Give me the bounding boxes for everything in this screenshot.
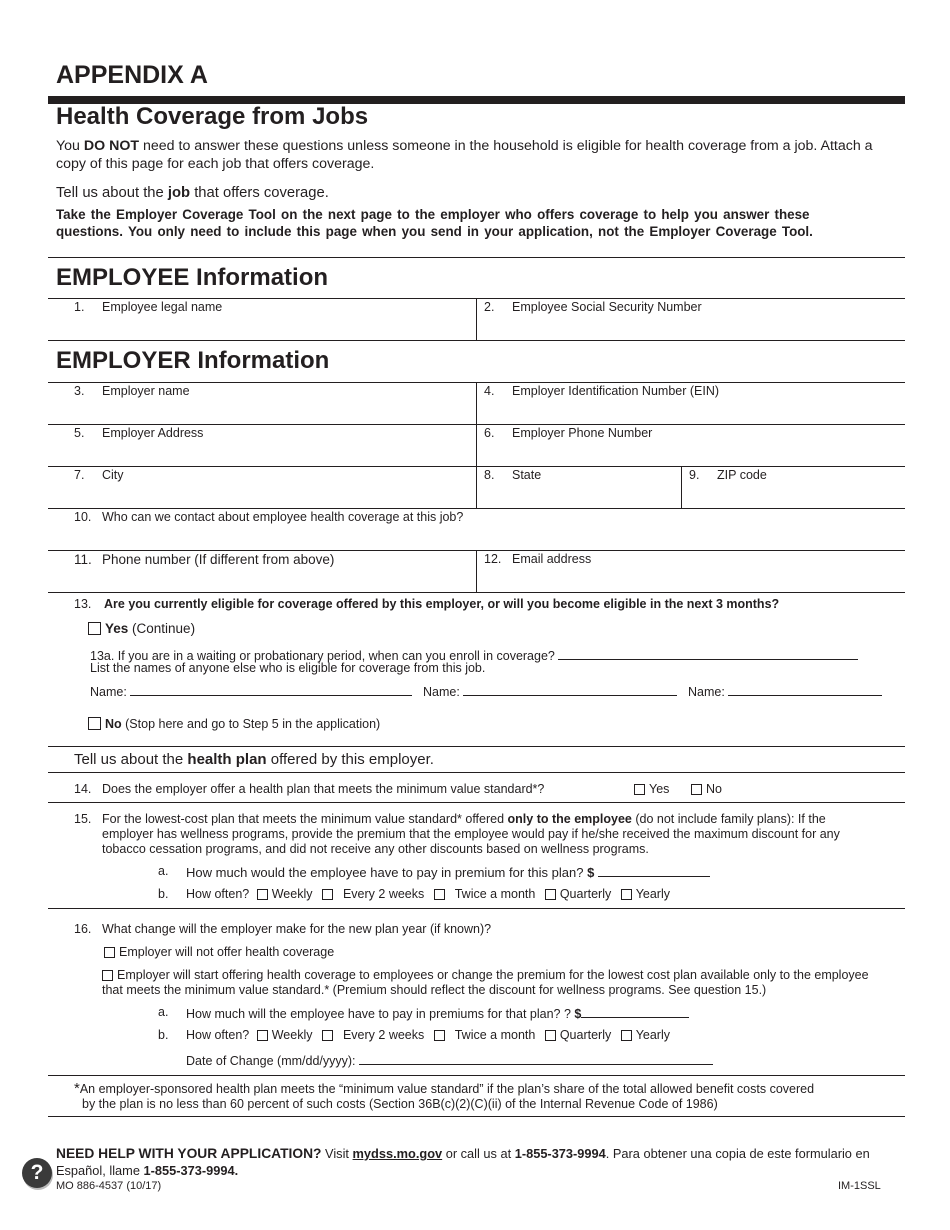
field-number: 11.	[74, 552, 92, 567]
name-line[interactable]	[728, 683, 882, 696]
q15b	[186, 887, 670, 901]
freq-label: Twice a month	[454, 1028, 536, 1042]
instruction-text: Take the Employer Coverage Tool on the next page to the employer who offers coverage to help you answer these questions. You only need to include this page when you send in your application, not the Employer Coverage Tool.	[56, 207, 813, 239]
every-2-weeks-checkbox[interactable]	[322, 1030, 333, 1041]
q16b-label: b.	[158, 1028, 169, 1042]
yes-checkbox[interactable]	[88, 622, 101, 635]
freq-label: Quarterly	[559, 887, 612, 901]
intro-pre: You	[56, 138, 84, 154]
field-number: 4.	[484, 384, 495, 398]
field-label: State	[512, 468, 542, 482]
field-number: 8.	[484, 468, 495, 482]
how-often-label: How often?	[186, 887, 250, 901]
q-number: 16.	[74, 922, 92, 936]
freq-label: Every 2 weeks	[342, 1028, 425, 1042]
q15-number: 15.	[74, 812, 92, 826]
every-2-weeks-checkbox[interactable]	[322, 889, 333, 900]
field-label: ZIP code	[717, 468, 767, 482]
no-coverage-checkbox[interactable]	[104, 947, 115, 958]
premium-amount-line[interactable]	[598, 864, 710, 877]
form-code: IM-1SSL	[838, 1180, 881, 1192]
q13	[74, 597, 779, 611]
q16	[74, 922, 491, 936]
no-checkbox[interactable]	[88, 717, 101, 730]
employer-section-title: EMPLOYER Information	[56, 347, 330, 374]
divider	[48, 772, 905, 773]
field-number: 10.	[74, 510, 92, 524]
divider	[48, 1075, 905, 1076]
q14-no[interactable]	[691, 782, 722, 796]
health-plan-heading	[74, 751, 434, 768]
field-label: Employee Social Security Number	[512, 300, 702, 314]
form-number: MO 886-4537 (10/17)	[56, 1180, 162, 1192]
twice-a-month-checkbox[interactable]	[434, 889, 445, 900]
divider	[476, 550, 477, 592]
zip-field[interactable]	[689, 468, 767, 482]
q16a-label: a.	[158, 1005, 169, 1019]
field-label: City	[102, 468, 124, 482]
name-label: Name:	[423, 685, 460, 699]
freq-label: Yearly	[635, 887, 670, 901]
divider	[681, 466, 682, 508]
no-label: No	[706, 782, 722, 796]
divider	[48, 466, 905, 467]
field-number: 5.	[74, 426, 85, 440]
date-of-change[interactable]	[186, 1052, 713, 1068]
question-icon: ?	[22, 1158, 52, 1188]
yearly-checkbox[interactable]	[621, 1030, 632, 1041]
intro-bold: DO NOT	[83, 138, 140, 154]
q16a[interactable]	[186, 1005, 689, 1021]
freq-label: Twice a month	[454, 887, 536, 901]
page-title: Health Coverage from Jobs	[56, 103, 369, 130]
q14-text: Does the employer offer a health plan that meets the minimum value standard*?	[102, 782, 545, 796]
q13-text: Are you currently eligible for coverage offered by this employer, or will you become eligible in the next 3 months?	[104, 597, 780, 611]
divider	[48, 592, 905, 593]
enroll-date-line[interactable]	[558, 647, 858, 660]
field-label: Phone number (If different from above)	[102, 552, 335, 567]
field-label: Employee legal name	[102, 300, 223, 314]
q16b	[186, 1028, 670, 1042]
yes-note: (Continue)	[128, 621, 196, 636]
help-visit: Visit	[321, 1146, 353, 1161]
field-label: Employer Address	[102, 426, 204, 440]
help-phone[interactable]: 1-855-373-9994	[514, 1146, 606, 1161]
q15-bold: only to the employee	[507, 812, 632, 826]
intro-post: need to answer these questions unless someone in the household is eligible for health coverage from a job. Attach a copy of this page for each job that offers coverage.	[56, 138, 873, 172]
weekly-checkbox[interactable]	[257, 889, 268, 900]
employer-address-field[interactable]	[74, 426, 203, 440]
tell-job-pre: Tell us about the	[56, 185, 168, 201]
how-often-label: How often?	[186, 1028, 250, 1042]
dollar-sign: $	[574, 1007, 582, 1021]
freq-label: Weekly	[271, 1028, 313, 1042]
employee-section-title: EMPLOYEE Information	[56, 264, 329, 291]
divider	[48, 508, 905, 509]
name-line[interactable]	[463, 683, 677, 696]
name-field-3[interactable]	[688, 683, 882, 699]
freq-label: Every 2 weeks	[342, 887, 425, 901]
date-line[interactable]	[359, 1052, 713, 1065]
freq-label: Weekly	[271, 887, 313, 901]
field-number: 2.	[484, 300, 495, 314]
no-note: (Stop here and go to Step 5 in the application)	[121, 717, 381, 731]
name-label: Name:	[90, 685, 127, 699]
tell-job	[56, 185, 329, 201]
divider	[48, 908, 905, 909]
yes-checkbox[interactable]	[634, 784, 645, 795]
divider	[48, 802, 905, 803]
help-line-2	[56, 1163, 238, 1178]
divider	[48, 340, 905, 341]
q15-text	[102, 812, 877, 857]
q13a-text: 13a. If you are in a waiting or probationary period, when can you enroll in coverage?	[90, 649, 555, 663]
city-field[interactable]	[74, 468, 124, 482]
name-field-1[interactable]	[90, 683, 412, 699]
intro-paragraph	[56, 137, 906, 173]
employer-name-field[interactable]	[74, 384, 190, 398]
employer-ein-field[interactable]	[484, 384, 719, 398]
employer-phone-field[interactable]	[484, 426, 652, 440]
help-call: or call us at	[442, 1146, 515, 1161]
yes-label: Yes	[105, 621, 129, 636]
q16-option-1[interactable]	[104, 945, 334, 959]
name-label: Name:	[688, 685, 725, 699]
footnote-line-2: by the plan is no less than 60 percent of such costs (Section 36B(c)(2)(C)(ii) of the Internal Revenue Code of 1986)	[82, 1097, 718, 1111]
premium-amount-line[interactable]	[581, 1005, 689, 1018]
footnote-star: *	[74, 1080, 80, 1097]
q16a-text: How much will the employee have to pay in premiums for that plan? ?	[186, 1007, 571, 1021]
yes-label: Yes	[649, 782, 670, 796]
help-bold: NEED HELP WITH YOUR APPLICATION?	[56, 1146, 322, 1161]
state-field[interactable]	[484, 468, 541, 482]
divider	[476, 382, 477, 508]
help-spanish: . Para obtener una copia de este formulario en	[605, 1146, 870, 1161]
contact-phone-field[interactable]	[74, 552, 334, 567]
health-plan-post: offered by this employer.	[266, 751, 434, 768]
help-url-link[interactable]: mydss.mo.gov	[352, 1146, 443, 1161]
help-line2-text: Español, llame	[56, 1163, 144, 1178]
email-field[interactable]	[484, 552, 591, 566]
option-label: Employer will not offer health coverage	[119, 945, 335, 959]
field-number: 1.	[74, 300, 85, 314]
divider	[48, 1116, 905, 1117]
field-number: 6.	[484, 426, 495, 440]
field-number: 9.	[689, 468, 700, 482]
option-label: Employer will start offering health coverage to employees or change the premium for the lowest cost plan available only to the employee that meets the minimum value standard.* (Premium should reflect the discount for wellness programs. See question 15.)	[102, 968, 869, 997]
field-label: Who can we contact about employee health coverage at this job?	[102, 510, 464, 524]
health-plan-pre: Tell us about the	[74, 751, 188, 768]
q15-pre: For the lowest-cost plan that meets the minimum value standard* offered	[102, 812, 508, 826]
freq-label: Quarterly	[559, 1028, 612, 1042]
divider	[48, 424, 905, 425]
field-number: 3.	[74, 384, 85, 398]
q13-yes[interactable]	[88, 621, 195, 636]
date-label: Date of Change (mm/dd/yyyy):	[186, 1054, 356, 1068]
field-label: Employer Identification Number (EIN)	[512, 384, 720, 398]
quarterly-checkbox[interactable]	[545, 1030, 556, 1041]
q-number: 14.	[74, 782, 92, 796]
q13-no[interactable]	[88, 717, 380, 731]
field-label: Email address	[512, 552, 592, 566]
tell-job-post: that offers coverage.	[190, 185, 329, 201]
employee-ssn-field[interactable]	[484, 300, 702, 314]
quarterly-checkbox[interactable]	[545, 889, 556, 900]
q14-yes[interactable]	[634, 782, 669, 796]
contact-field[interactable]	[74, 510, 463, 524]
footnote	[74, 1081, 814, 1112]
field-number: 12.	[484, 552, 502, 566]
field-label: Employer Phone Number	[512, 426, 653, 440]
dollar-sign: $	[587, 865, 595, 880]
name-line[interactable]	[130, 683, 412, 696]
employee-legal-name-field[interactable]	[74, 300, 222, 314]
footnote-line-1: An employer-sponsored health plan meets the “minimum value standard” if the plan’s share of the total allowed benefit costs covered	[79, 1082, 815, 1096]
name-field-2[interactable]	[423, 683, 677, 699]
no-checkbox[interactable]	[691, 784, 702, 795]
change-premium-checkbox[interactable]	[102, 970, 113, 981]
divider	[48, 746, 905, 747]
q15-post: (do not include family plans): If the employer has wellness programs, provide the premium that the employee would pay if he/she received the maximum discount for any tobacco cessation programs, and did not receive any other discounts based on wellness programs.	[102, 812, 840, 856]
q15b-label: b.	[158, 887, 169, 901]
appendix-title: APPENDIX A	[56, 61, 208, 89]
field-label: Employer name	[102, 384, 190, 398]
q16-option-2[interactable]	[102, 968, 877, 998]
tell-job-bold: job	[167, 185, 191, 201]
q-number: 13.	[74, 597, 92, 611]
yearly-checkbox[interactable]	[621, 889, 632, 900]
q14	[74, 782, 544, 796]
no-label: No	[105, 717, 122, 731]
q16-text: What change will the employer make for the new plan year (if known)?	[102, 922, 492, 936]
divider	[476, 298, 477, 340]
help-line-1	[56, 1146, 870, 1161]
q15a-label: a.	[158, 864, 169, 878]
q15a[interactable]	[186, 864, 710, 880]
twice-a-month-checkbox[interactable]	[434, 1030, 445, 1041]
list-names-text: List the names of anyone else who is eligible for coverage from this job.	[90, 661, 486, 675]
health-plan-bold: health plan	[187, 751, 267, 768]
field-number: 7.	[74, 468, 85, 482]
help-phone-2[interactable]: 1-855-373-9994.	[143, 1163, 239, 1178]
weekly-checkbox[interactable]	[257, 1030, 268, 1041]
divider	[48, 257, 905, 258]
q15a-text: How much would the employee have to pay in premium for this plan?	[186, 865, 584, 880]
freq-label: Yearly	[635, 1028, 670, 1042]
